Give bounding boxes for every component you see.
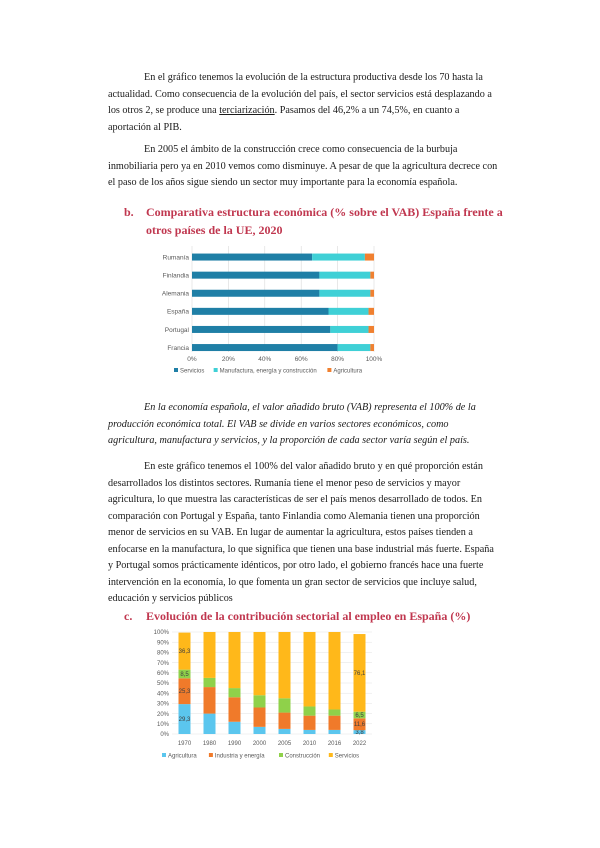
legend-label: Agricultura xyxy=(168,753,197,760)
paragraph-text: . Pasamos del 46,2% a un 74,5%, en cuanto a aportación al PIB. xyxy=(108,105,460,133)
x-tick-label: 40% xyxy=(258,356,272,363)
category-label: España xyxy=(166,308,189,316)
paragraph-text: En el gráfico tenemos la evolución de la estructura productiva desde los 70 hasta la actualidad. Como consecuencia de la evolución del país, el sector servicios está desplazando a los otros 2, se produce una xyxy=(108,72,492,116)
bar-segment xyxy=(329,632,341,710)
bar-segment xyxy=(370,344,374,351)
bar-segment xyxy=(204,632,216,678)
y-tick-label: 50% xyxy=(156,681,169,688)
data-label: 29,3 xyxy=(178,717,191,724)
data-label: 25,3 xyxy=(178,689,191,696)
bar-segment xyxy=(192,290,319,297)
bar-segment xyxy=(304,716,316,730)
bar-segment xyxy=(279,698,291,712)
category-label: Rumanía xyxy=(162,254,189,262)
legend-swatch xyxy=(279,753,283,757)
x-tick-label: 2010 xyxy=(302,741,317,747)
chart-vab-comparison xyxy=(140,243,400,380)
data-label: 8,5 xyxy=(180,671,189,678)
legend-label: Servicios xyxy=(180,368,205,375)
y-tick-label: 10% xyxy=(156,722,169,728)
x-tick-label: 80% xyxy=(331,356,345,363)
bar-segment xyxy=(370,272,374,279)
bar-segment xyxy=(304,730,316,734)
bar-segment xyxy=(279,729,291,734)
bar-segment xyxy=(304,706,316,715)
bar-segment xyxy=(329,716,341,730)
legend-swatch xyxy=(214,368,218,372)
paragraph-vab-definition: En la economía española, el valor añadido bruto (VAB) representa el 100% de la producción económica total. El VAB se divide en varios sectores económicos, como agricultura, manufactura y servicios, y la proporción de cada sector varía según el país. xyxy=(108,402,476,446)
bar-segment xyxy=(229,688,241,697)
bar-segment xyxy=(369,308,374,315)
bar-segment xyxy=(229,632,241,688)
x-tick-label: 1990 xyxy=(227,741,242,747)
category-label: Portugal xyxy=(164,326,189,334)
legend-swatch xyxy=(327,368,331,372)
bar-segment xyxy=(229,722,241,734)
bar-segment xyxy=(370,290,374,297)
category-label: Francia xyxy=(167,344,189,352)
section-heading-c xyxy=(124,607,524,625)
bar-segment xyxy=(192,272,319,279)
data-label: 36,3 xyxy=(178,649,191,656)
bar-segment xyxy=(365,254,374,261)
category-label: Alemania xyxy=(161,290,189,298)
x-tick-label: 20% xyxy=(221,356,235,363)
bar-segment xyxy=(338,344,371,351)
paragraph-construction: En 2005 el ámbito de la construcción crece como consecuencia de la burbuja inmobiliaria pero ya en 2010 vemos como disminuye. A pesar de que la agricultura decrece con el paso de los años sigue siendo un sector muy importante para la economía española. xyxy=(108,144,498,188)
bar-segment xyxy=(329,710,341,716)
heading-line: Comparativa estructura económica (% sobre el VAB) España frente a xyxy=(146,205,503,219)
bar-segment xyxy=(279,632,291,698)
legend-swatch xyxy=(174,368,178,372)
x-tick-label: 2000 xyxy=(252,741,267,747)
category-label: Finlandia xyxy=(162,272,189,280)
heading-letter: c. xyxy=(124,609,133,623)
heading-line: otros países de la UE, 2020 xyxy=(146,223,283,237)
bar-segment xyxy=(319,290,370,297)
x-tick-label: 1970 xyxy=(177,741,192,747)
section-heading-b xyxy=(124,203,524,239)
bar-segment xyxy=(192,308,329,315)
bar-segment xyxy=(204,714,216,734)
bar-segment xyxy=(204,678,216,687)
legend-swatch xyxy=(162,753,166,757)
x-tick-label: 100% xyxy=(365,356,383,363)
heading-letter: b. xyxy=(124,205,134,219)
bar-segment xyxy=(369,326,374,333)
x-tick-label: 2005 xyxy=(277,741,292,747)
y-tick-label: 30% xyxy=(156,701,169,708)
heading-line: Evolución de la contribución sectorial al empleo en España (%) xyxy=(146,609,471,623)
legend-label: Servicios xyxy=(334,753,360,760)
bar-segment xyxy=(192,326,330,333)
data-label: 76,1 xyxy=(353,670,366,677)
bar-segment xyxy=(312,254,365,261)
data-label: 3,8 xyxy=(355,730,364,737)
legend-label: Manufactura, energía y construcción xyxy=(219,368,317,375)
bar-segment xyxy=(329,730,341,734)
x-tick-label: 60% xyxy=(294,356,308,363)
data-label: 6,5 xyxy=(355,712,364,719)
bar-segment xyxy=(204,687,216,714)
y-tick-label: 40% xyxy=(156,691,169,698)
y-tick-label: 80% xyxy=(156,650,169,657)
bar-segment xyxy=(254,707,266,726)
y-tick-label: 0% xyxy=(160,732,169,739)
paragraph-vab-analysis: En este gráfico tenemos el 100% del valor añadido bruto y en qué proporción están desarrollados los distintos sectores. Rumanía tiene el menor peso de servicios y mayor agricultura, lo que muestra las características de ser el país menos desarrollado de todos. En comparación con Portugal y España, tanto Finlandia como Alemania tienen una proporción menor de servicios en su VAB. En lugar de aumentar la agricultura, estos países tienden a enfocarse en la manufactura, lo que significa que tienen una base industrial más fuerte. España y Portugal somos prácticamente idénticos, por otro lado, el gobierno francés hace una fuerte intervención en la economía, lo que fomenta un gran sector de servicios que incluye salud, educación y servicios públicos xyxy=(108,461,494,604)
legend-swatch xyxy=(209,753,213,757)
bar-segment xyxy=(229,697,241,721)
bar-segment xyxy=(329,308,369,315)
bar-segment xyxy=(279,713,291,729)
y-tick-label: 60% xyxy=(156,671,169,677)
legend-label: Construcción xyxy=(285,753,321,760)
legend-label: Industria y energía xyxy=(214,753,265,760)
legend-swatch xyxy=(329,753,333,757)
paragraph-structure-evolution xyxy=(108,70,500,136)
y-tick-label: 70% xyxy=(156,660,169,667)
y-tick-label: 100% xyxy=(153,630,169,637)
bar-segment xyxy=(330,326,368,333)
bar-segment xyxy=(254,632,266,695)
x-tick-label: 2016 xyxy=(327,741,342,747)
x-tick-label: 0% xyxy=(187,356,197,363)
legend-label: Agricultura xyxy=(333,368,363,375)
x-tick-label: 2022 xyxy=(352,741,367,747)
y-tick-label: 20% xyxy=(156,711,169,718)
bar-segment xyxy=(254,727,266,734)
chart-employment-evolution xyxy=(140,626,400,766)
bar-segment xyxy=(304,632,316,706)
bar-segment xyxy=(254,695,266,707)
bar-segment xyxy=(192,254,312,261)
bar-segment xyxy=(319,272,370,279)
bar-segment xyxy=(192,344,338,351)
x-tick-label: 1980 xyxy=(202,741,217,747)
y-tick-label: 90% xyxy=(156,640,169,647)
underlined-term: terciarización xyxy=(219,105,275,116)
data-label: 11,6 xyxy=(353,722,366,729)
